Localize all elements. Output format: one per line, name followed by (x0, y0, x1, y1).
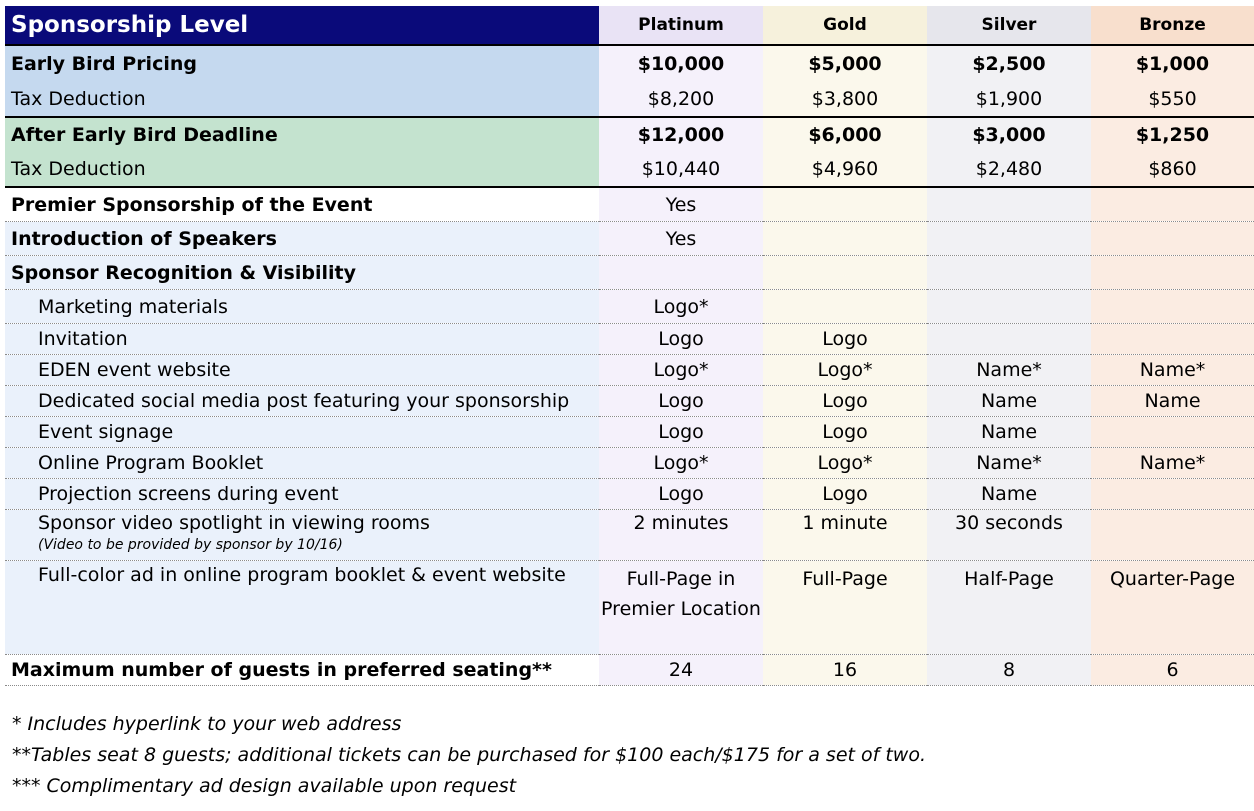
early-bird-silver: $2,500 (927, 45, 1091, 82)
early-tax-row (5, 82, 1254, 117)
ad-bronze: Quarter-Page (1091, 561, 1254, 655)
projection-gold: Logo (763, 479, 927, 510)
guests-label: Maximum number of guests in preferred seating** (5, 655, 599, 686)
guests-gold: 16 (763, 655, 927, 686)
video-silver: 30 seconds (927, 510, 1091, 561)
after-tax-gold: $4,960 (763, 152, 927, 187)
video-bronze (1091, 510, 1254, 561)
signage-label: Event signage (5, 417, 599, 448)
invitation-platinum: Logo (599, 324, 763, 355)
level-platinum: Platinum (599, 6, 763, 45)
guests-silver: 8 (927, 655, 1091, 686)
ad-row (5, 561, 1254, 655)
marketing-label: Marketing materials (5, 290, 599, 324)
marketing-silver (927, 290, 1091, 324)
signage-gold: Logo (763, 417, 927, 448)
early-tax-platinum: $8,200 (599, 82, 763, 117)
invitation-row (5, 324, 1254, 355)
social-platinum: Logo (599, 386, 763, 417)
video-platinum: 2 minutes (599, 510, 763, 561)
marketing-bronze (1091, 290, 1254, 324)
premier-row (5, 187, 1254, 222)
website-row (5, 355, 1254, 386)
early-tax-silver: $1,900 (927, 82, 1091, 117)
table-title: Sponsorship Level (5, 6, 599, 45)
intro-label: Introduction of Speakers (5, 222, 599, 256)
invitation-gold: Logo (763, 324, 927, 355)
after-tax-bronze: $860 (1091, 152, 1254, 187)
booklet-row (5, 448, 1254, 479)
website-gold: Logo* (763, 355, 927, 386)
projection-row (5, 479, 1254, 510)
early-tax-bronze: $550 (1091, 82, 1254, 117)
premier-silver (927, 187, 1091, 222)
recognition-bronze (1091, 256, 1254, 290)
early-bird-bronze: $1,000 (1091, 45, 1254, 82)
early-tax-gold: $3,800 (763, 82, 927, 117)
intro-row (5, 222, 1254, 256)
premier-platinum: Yes (599, 187, 763, 222)
after-tax-label: Tax Deduction (5, 152, 599, 187)
social-bronze: Name (1091, 386, 1254, 417)
signage-platinum: Logo (599, 417, 763, 448)
after-tax-row (5, 152, 1254, 187)
after-bronze: $1,250 (1091, 117, 1254, 152)
website-silver: Name* (927, 355, 1091, 386)
website-platinum: Logo* (599, 355, 763, 386)
after-label: After Early Bird Deadline (5, 117, 599, 152)
recognition-silver (927, 256, 1091, 290)
early-bird-gold: $5,000 (763, 45, 927, 82)
recognition-platinum (599, 256, 763, 290)
premier-gold (763, 187, 927, 222)
social-silver: Name (927, 386, 1091, 417)
header-row (5, 6, 1254, 45)
website-label: EDEN event website (5, 355, 599, 386)
ad-silver: Half-Page (927, 561, 1091, 655)
intro-bronze (1091, 222, 1254, 256)
booklet-platinum: Logo* (599, 448, 763, 479)
footnote-tables: **Tables seat 8 guests; additional tickets can be purchased for $100 each/$175 for a set of two. (12, 744, 927, 766)
intro-silver (927, 222, 1091, 256)
video-label: Sponsor video spotlight in viewing rooms (38, 512, 430, 534)
projection-silver: Name (927, 479, 1091, 510)
video-gold: 1 minute (763, 510, 927, 561)
invitation-silver (927, 324, 1091, 355)
marketing-gold (763, 290, 927, 324)
marketing-row (5, 290, 1254, 324)
social-row (5, 386, 1254, 417)
premier-bronze (1091, 187, 1254, 222)
projection-platinum: Logo (599, 479, 763, 510)
invitation-bronze (1091, 324, 1254, 355)
early-tax-label: Tax Deduction (5, 82, 599, 117)
after-tax-platinum: $10,440 (599, 152, 763, 187)
website-bronze: Name* (1091, 355, 1254, 386)
after-gold: $6,000 (763, 117, 927, 152)
after-platinum: $12,000 (599, 117, 763, 152)
footnote-ad-design: *** Complimentary ad design available upon request (12, 775, 517, 797)
level-bronze: Bronze (1091, 6, 1254, 45)
signage-silver: Name (927, 417, 1091, 448)
early-bird-platinum: $10,000 (599, 45, 763, 82)
sponsorship-table (5, 6, 1254, 686)
booklet-gold: Logo* (763, 448, 927, 479)
guests-bronze: 6 (1091, 655, 1254, 686)
footnote-hyperlink: * Includes hyperlink to your web address (12, 713, 402, 735)
marketing-platinum: Logo* (599, 290, 763, 324)
booklet-bronze: Name* (1091, 448, 1254, 479)
intro-gold (763, 222, 927, 256)
premier-label: Premier Sponsorship of the Event (5, 187, 599, 222)
guests-row (5, 655, 1254, 686)
recognition-label: Sponsor Recognition & Visibility (5, 256, 599, 290)
signage-row (5, 417, 1254, 448)
after-tax-silver: $2,480 (927, 152, 1091, 187)
projection-label: Projection screens during event (5, 479, 599, 510)
level-gold: Gold (763, 6, 927, 45)
after-silver: $3,000 (927, 117, 1091, 152)
invitation-label: Invitation (5, 324, 599, 355)
social-label: Dedicated social media post featuring your sponsorship (5, 386, 599, 417)
social-gold: Logo (763, 386, 927, 417)
early-bird-label: Early Bird Pricing (5, 45, 599, 82)
booklet-silver: Name* (927, 448, 1091, 479)
video-row (5, 510, 1254, 561)
video-label-cell (5, 510, 599, 561)
early-bird-row (5, 45, 1254, 82)
ad-label: Full-color ad in online program booklet & event website (5, 561, 599, 655)
recognition-gold (763, 256, 927, 290)
signage-bronze (1091, 417, 1254, 448)
recognition-row (5, 256, 1254, 290)
projection-bronze (1091, 479, 1254, 510)
footnotes (12, 709, 926, 802)
ad-platinum: Full-Page in Premier Location (599, 561, 763, 655)
guests-platinum: 24 (599, 655, 763, 686)
video-note: (Video to be provided by sponsor by 10/16) (38, 537, 343, 553)
level-silver: Silver (927, 6, 1091, 45)
intro-platinum: Yes (599, 222, 763, 256)
ad-gold: Full-Page (763, 561, 927, 655)
after-row (5, 117, 1254, 152)
booklet-label: Online Program Booklet (5, 448, 599, 479)
